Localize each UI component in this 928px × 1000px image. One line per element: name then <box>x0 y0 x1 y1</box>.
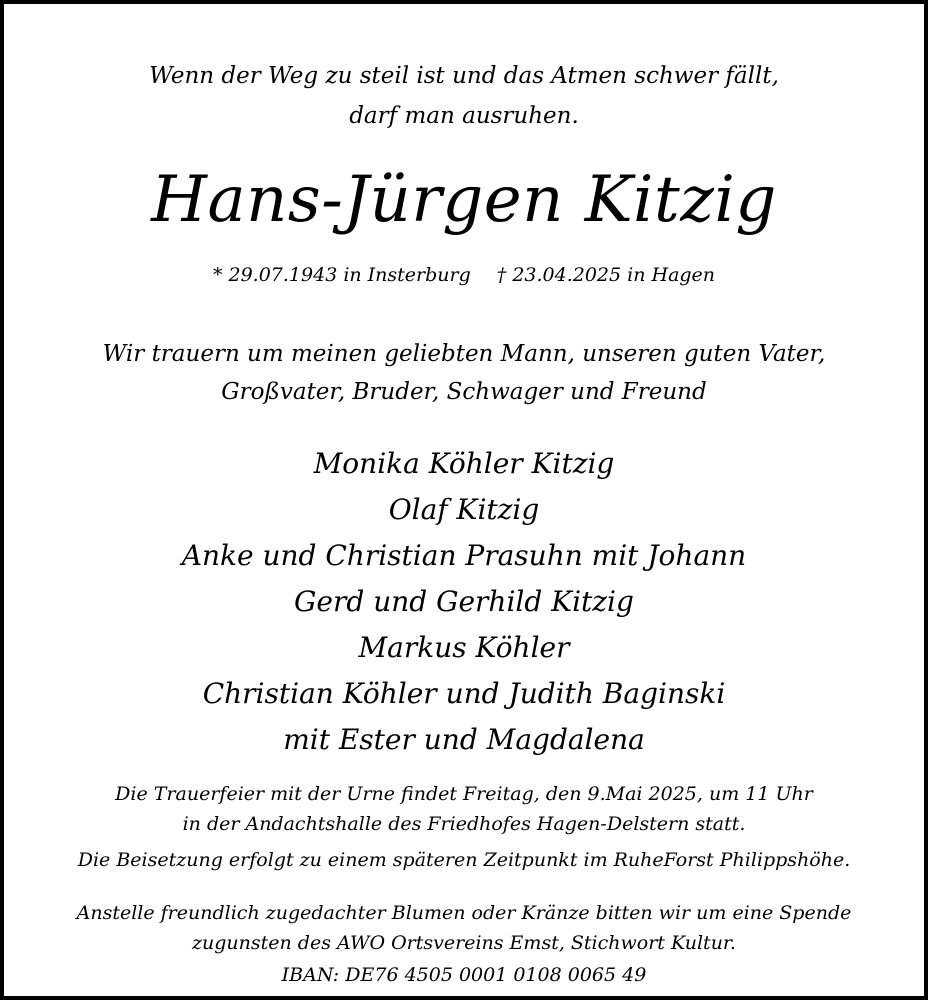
iban: IBAN: DE76 4505 0001 0108 0065 49 <box>281 964 647 986</box>
birth-date: * 29.07.1943 in Insterburg <box>212 264 471 286</box>
family-member: Monika Köhler Kitzig <box>313 447 615 480</box>
death-date: † 23.04.2025 in Hagen <box>496 264 716 286</box>
deceased-name: Hans-Jürgen Kitzig <box>151 163 777 237</box>
family-member: Gerd und Gerhild Kitzig <box>294 585 634 618</box>
family-member: mit Ester und Magdalena <box>283 723 645 756</box>
quote-line-2: darf man ausruhen. <box>349 103 579 129</box>
ceremony-line-2: in der Andachtshalle des Friedhofes Hagen-Delstern statt. <box>182 813 746 835</box>
mourning-line-2: Großvater, Bruder, Schwager und Freund <box>221 379 707 405</box>
mourning-line-1: Wir trauern um meinen geliebten Mann, unseren guten Vater, <box>102 341 826 367</box>
donation-line-2: zugunsten des AWO Ortsvereins Emst, Stichwort Kultur. <box>192 932 736 954</box>
family-member: Christian Köhler und Judith Baginski <box>202 677 726 710</box>
quote-line-1: Wenn der Weg zu steil ist und das Atmen schwer fällt, <box>149 63 779 89</box>
burial-info: Die Beisetzung erfolgt zu einem späteren Zeitpunkt im RuheForst Philippshöhe. <box>77 849 851 871</box>
life-dates <box>4 262 924 288</box>
family-member: Olaf Kitzig <box>388 493 540 526</box>
donation-line-1: Anstelle freundlich zugedachter Blumen oder Kränze bitten wir um eine Spende <box>76 902 852 924</box>
ceremony-line-1: Die Trauerfeier mit der Urne findet Freitag, den 9.Mai 2025, um 11 Uhr <box>115 783 813 805</box>
family-member: Markus Köhler <box>358 631 570 664</box>
family-member: Anke und Christian Prasuhn mit Johann <box>181 539 747 572</box>
